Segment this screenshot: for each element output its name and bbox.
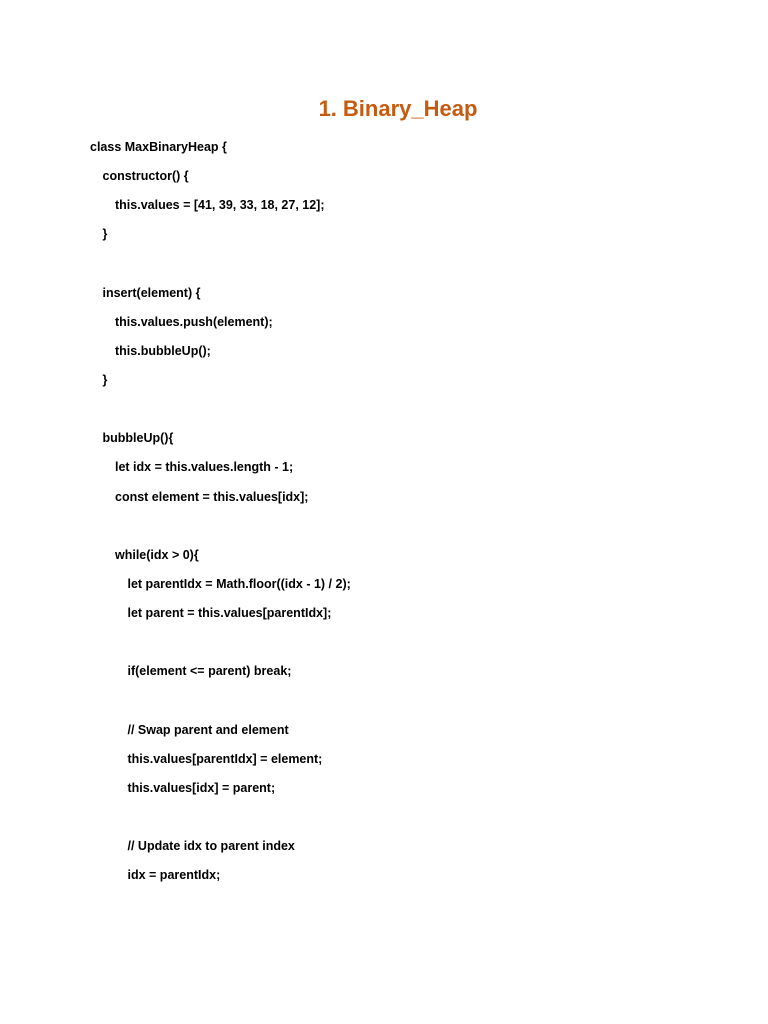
heading-number: 1. [318, 96, 337, 121]
code-line: this.bubbleUp(); [115, 343, 211, 358]
heading [0, 94, 768, 124]
code-line: } [102, 227, 108, 242]
code-line: this.values[idx] = parent; [127, 780, 276, 795]
code-line: // Swap parent and element [127, 722, 289, 737]
code-line: const element = this.values[idx]; [115, 489, 309, 504]
blank-line [90, 628, 710, 657]
blank-line [90, 512, 710, 541]
code-line: let parent = this.values[parentIdx]; [127, 606, 332, 620]
code-line: // Update idx to parent index [127, 839, 295, 853]
code-line: insert(element) { [102, 285, 201, 300]
code-line: constructor() { [102, 169, 189, 184]
blank-line [90, 686, 710, 715]
code-line: } [102, 373, 108, 387]
code-line: class MaxBinaryHeap { [90, 140, 227, 154]
code-line: idx = parentIdx; [127, 868, 221, 883]
blank-line [90, 803, 710, 832]
heading-title: Binary_Heap [342, 96, 478, 121]
code-line: while(idx > 0){ [115, 547, 199, 562]
code-line: let idx = this.values.length - 1; [115, 460, 294, 475]
code-block [90, 133, 710, 890]
code-line: this.values[parentIdx] = element; [127, 751, 323, 766]
code-line: this.values = [41, 39, 33, 18, 27, 12]; [115, 198, 325, 213]
code-line: bubbleUp(){ [102, 431, 174, 446]
code-line: let parentIdx = Math.floor((idx - 1) / 2); [127, 576, 351, 591]
code-line: if(element <= parent) break; [127, 664, 292, 679]
blank-line [90, 395, 710, 424]
code-line: this.values.push(element); [115, 314, 273, 329]
blank-line [90, 250, 710, 279]
